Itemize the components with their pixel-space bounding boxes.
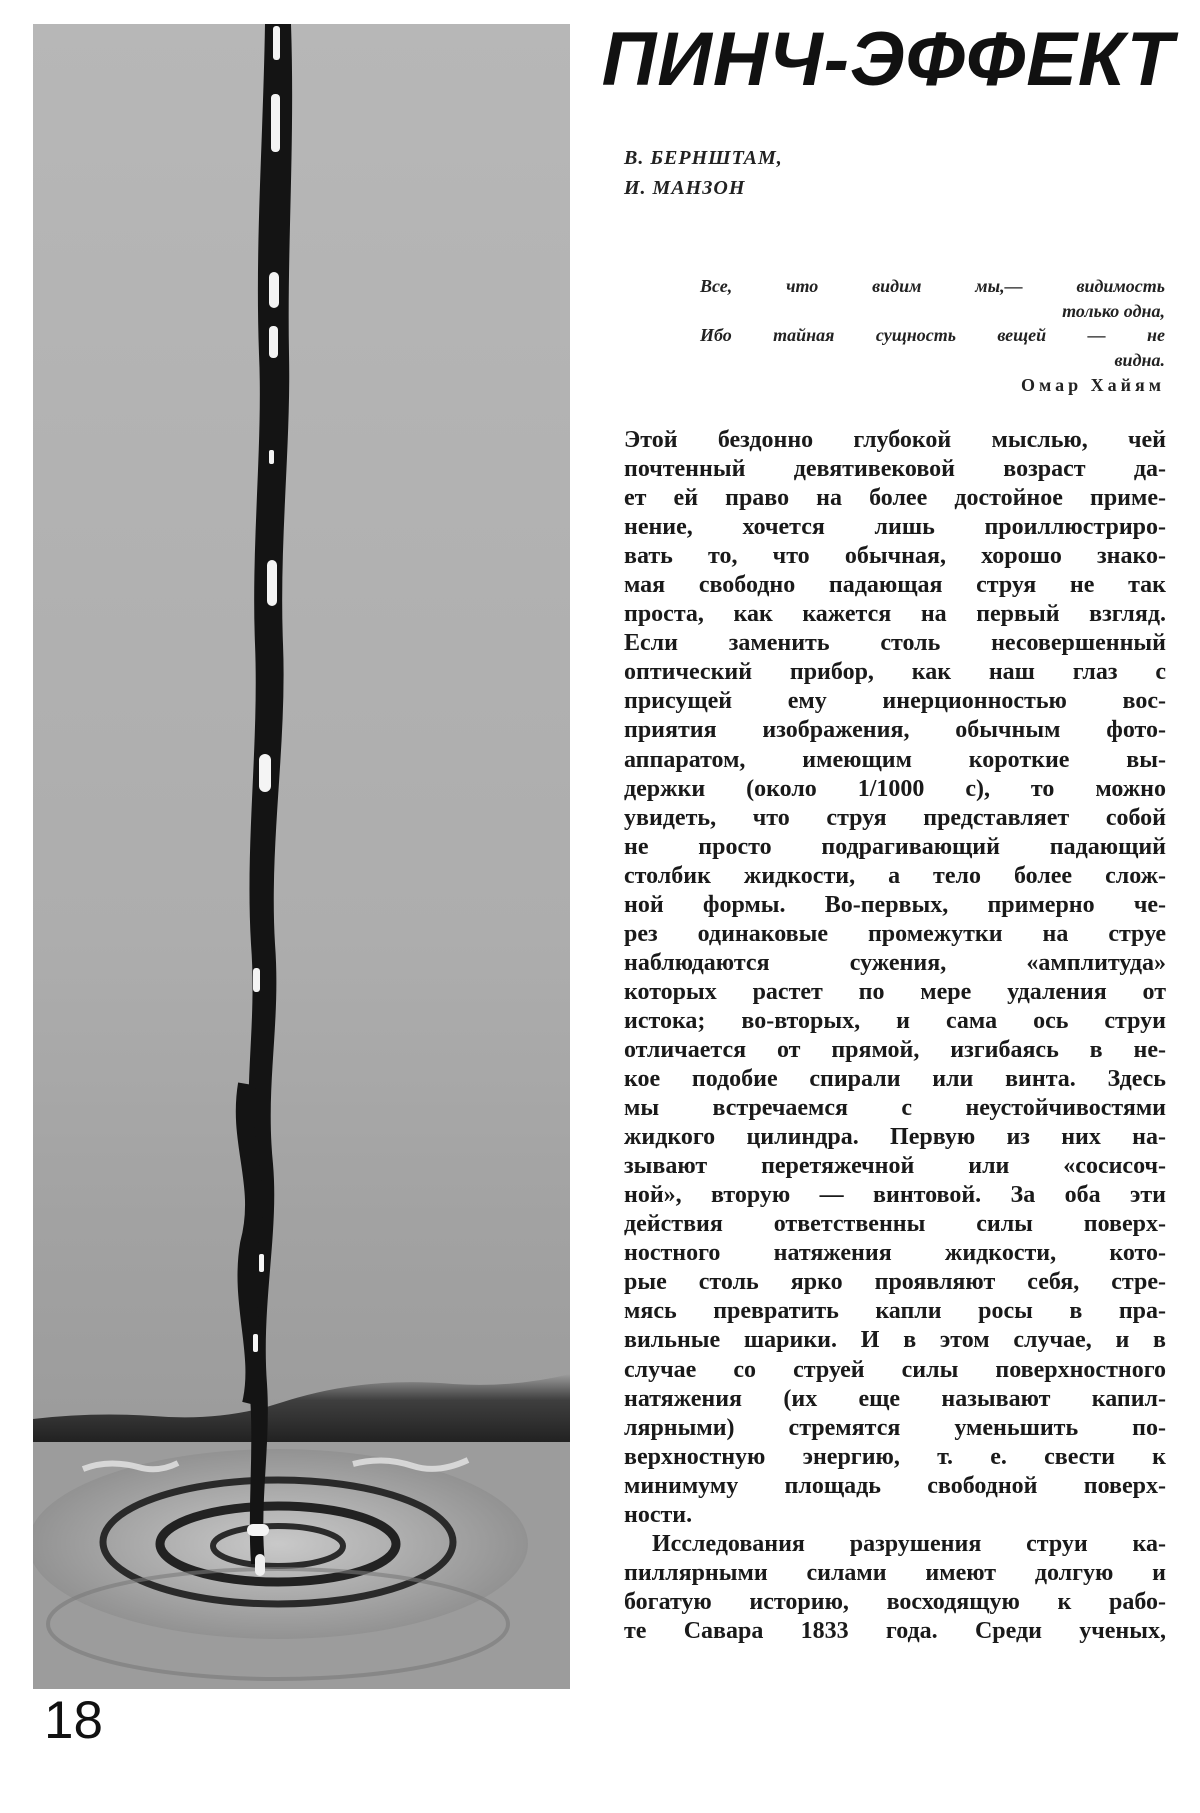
epigraph-line: Ибо тайная сущность вещей — не [700, 325, 1165, 345]
epigraph-line-continuation: видна. [1114, 349, 1165, 370]
body-line: увидеть, что струя представляет собой [624, 804, 1166, 831]
body-line: рез одинаковые промежутки на струе [624, 920, 1166, 947]
body-line: аппаратом, имеющим короткие вы- [624, 746, 1166, 773]
body-line: вать то, что обычная, хорошо знако- [624, 543, 1166, 570]
body-line: вильные шарики. И в этом случае, и в [624, 1327, 1166, 1354]
body-line: почтенный девятивековой возраст да- [624, 456, 1166, 483]
body-line: истока; во-вторых, и сама ось струи [624, 1007, 1166, 1034]
body-line: пиллярными силами имеют долгую и [624, 1559, 1166, 1586]
body-line: отличается от прямой, изгибаясь в не- [624, 1036, 1166, 1063]
article-body [624, 426, 1166, 1646]
epigraph-line-continuation: только одна, [1062, 300, 1165, 321]
body-line: рые столь ярко проявляют себя, стре- [624, 1269, 1166, 1296]
body-line: держки (около 1/1000 с), то можно [624, 775, 1166, 802]
body-line: лярными) стремятся уменьшить по- [624, 1414, 1166, 1441]
article-authors [624, 143, 924, 203]
body-line: мая свободно падающая струя не так [624, 572, 1166, 599]
body-line: верхностную энергию, т. е. свести к [624, 1443, 1166, 1470]
body-line: Этой бездонно глубокой мыслью, чей [624, 427, 1166, 453]
body-line: оптический прибор, как наш глаз с [624, 659, 1166, 686]
epigraph-line: Все, что видим мы,— видимость [700, 276, 1165, 296]
body-line: нение, хочется лишь проиллюстриро- [624, 514, 1166, 541]
body-line: богатую историю, восходящую к рабо- [624, 1588, 1166, 1615]
body-line: зывают перетяжечной или «сосисоч- [624, 1153, 1166, 1180]
author-name: В. БЕРНШТАМ, [624, 147, 783, 169]
body-line: мясь превратить капли росы в пра- [624, 1298, 1166, 1325]
body-line: приятия изображения, обычным фото- [624, 717, 1166, 744]
body-line: действия ответственны силы поверх- [624, 1211, 1166, 1238]
body-line: присущей ему инерционностью вос- [624, 688, 1166, 715]
body-line: те Савара 1833 года. Среди ученых, [624, 1617, 1166, 1644]
page-number: 18 [44, 1691, 103, 1750]
body-line: случае со струей силы поверхностного [624, 1356, 1166, 1383]
body-line: столбик жидкости, а тело более слож- [624, 862, 1166, 889]
body-line: Исследования разрушения струи ка- [652, 1530, 1166, 1557]
body-line: ной формы. Во-первых, примерно че- [624, 891, 1166, 918]
body-line: натяжения (их еще называют капил- [624, 1385, 1166, 1412]
body-line: ет ей право на более достойное приме- [624, 485, 1166, 512]
body-line: кое подобие спирали или винта. Здесь [624, 1066, 1166, 1093]
author-name: И. МАНЗОН [624, 177, 746, 199]
body-line: мы встречаемся с неустойчивостями [624, 1095, 1166, 1122]
body-line: не просто подрагивающий падающий [624, 833, 1166, 860]
body-line: жидкого цилиндра. Первую из них на- [624, 1124, 1166, 1151]
article-title: ПИНЧ-ЭФФЕКТ [601, 17, 1174, 102]
falling-liquid-jet-photo [33, 24, 570, 1689]
body-line: минимуму площадь свободной поверх- [624, 1472, 1166, 1499]
body-line: ностного натяжения жидкости, кото- [624, 1240, 1166, 1267]
epigraph [700, 274, 1165, 398]
body-line: наблюдаются сужения, «амплитуда» [624, 949, 1166, 976]
body-line: ной», вторую — винтовой. За оба эти [624, 1182, 1166, 1209]
body-line: которых растет по мере удаления от [624, 978, 1166, 1005]
epigraph-author: Омар Хайям [1020, 375, 1165, 395]
body-line: проста, как кажется на первый взгляд. [624, 601, 1166, 628]
body-line: Если заменить столь несовершенный [624, 630, 1166, 657]
body-line: ности. [624, 1501, 693, 1528]
